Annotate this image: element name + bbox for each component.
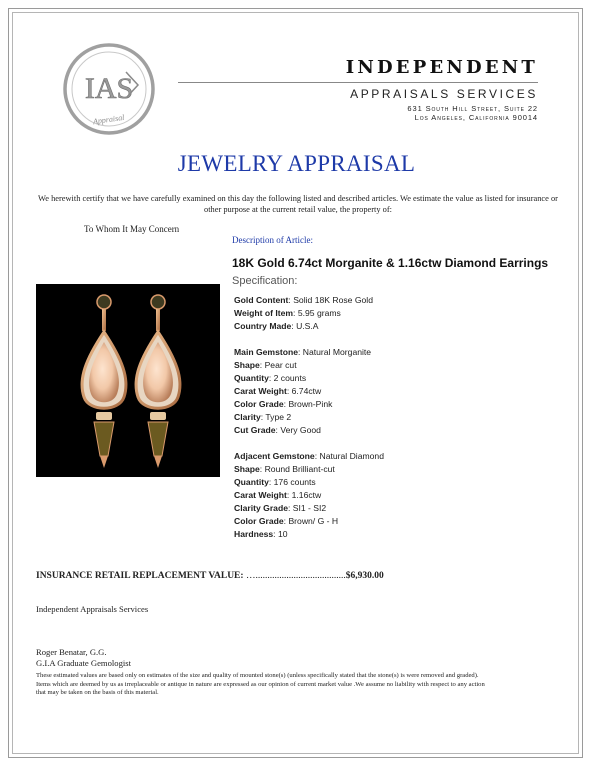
spec-adjacent-quantity: Quantity: 176 counts xyxy=(234,477,316,487)
header-divider xyxy=(178,82,538,83)
description-label: Description of Article: xyxy=(232,235,313,245)
spec-main-carat: Carat Weight: 6.74ctw xyxy=(234,386,322,396)
logo-subtext: Appraisal xyxy=(92,112,125,127)
product-title: 18K Gold 6.74ct Morganite & 1.16ctw Diamond Earrings xyxy=(232,256,549,270)
spec-country: Country Made: U.S.A xyxy=(234,321,319,331)
spec-main-gemstone: Main Gemstone: Natural Morganite xyxy=(234,347,372,357)
value-dots: …...................................... xyxy=(245,571,346,581)
replacement-value xyxy=(36,571,384,581)
spec-gold-content: Gold Content: Solid 18K Rose Gold xyxy=(234,295,373,305)
spec-weight: Weight of Item: 5.95 grams xyxy=(234,308,341,318)
company-name: INDEPENDENT xyxy=(345,57,538,78)
spec-hardness: Hardness: 10 xyxy=(234,529,288,539)
logo-text: IAS xyxy=(84,72,134,105)
spec-main-color: Color Grade: Brown-Pink xyxy=(234,399,333,409)
spec-adjacent-color: Color Grade: Brown/ G - H xyxy=(234,516,339,526)
spec-adjacent-carat: Carat Weight: 1.16ctw xyxy=(234,490,322,500)
spec-main-shape: Shape: Pear cut xyxy=(234,360,297,370)
spec-main-clarity: Clarity: Type 2 xyxy=(234,412,292,422)
company-subname: APPRAISALS SERVICES xyxy=(350,87,538,101)
spec-adjacent-shape: Shape: Round Brilliant-cut xyxy=(234,464,335,474)
specification-label: Specification: xyxy=(232,275,298,287)
company-logo xyxy=(62,42,156,136)
signer-title: G.I.A Graduate Gemologist xyxy=(36,658,131,668)
address-line-2: Los Angeles, California 90014 xyxy=(414,113,538,122)
spec-adjacent-gemstone: Adjacent Gemstone: Natural Diamond xyxy=(234,451,384,461)
spec-adjacent-clarity: Clarity Grade: SI1 - SI2 xyxy=(234,503,327,513)
document-title: JEWELRY APPRAISAL xyxy=(177,151,416,176)
recipient: To Whom It May Concern xyxy=(84,224,180,234)
signer-company: Independent Appraisals Services xyxy=(36,604,149,614)
disclaimer: These estimated values are based only on estimates of the size and quality of mounted stone(s) (unless specifically stated that the stone(s) is were removed and graded). Items which are deemed by us as irreplaceable or antique in nature are expressed as our opinion of current market value .We assume no liability with respect to any action that may be taken on the basis of this material. xyxy=(36,672,485,697)
spec-main-quantity: Quantity: 2 counts xyxy=(234,373,307,383)
value-amount: $6,930.00 xyxy=(345,571,384,581)
certification-intro: We herewith certify that we have carefully examined on this day the following listed and described articles. We estimate the value as listed for insurance or other purpose at the current retail value, the property of: xyxy=(38,194,558,214)
value-label: INSURANCE RETAIL REPLACEMENT VALUE: xyxy=(36,571,244,581)
earrings-photo xyxy=(36,284,220,477)
spec-main-cut: Cut Grade: Very Good xyxy=(234,425,321,435)
signer-name: Roger Benatar, G.G. xyxy=(36,647,107,657)
address-line-1: 631 South Hill Street, Suite 22 xyxy=(407,104,538,113)
